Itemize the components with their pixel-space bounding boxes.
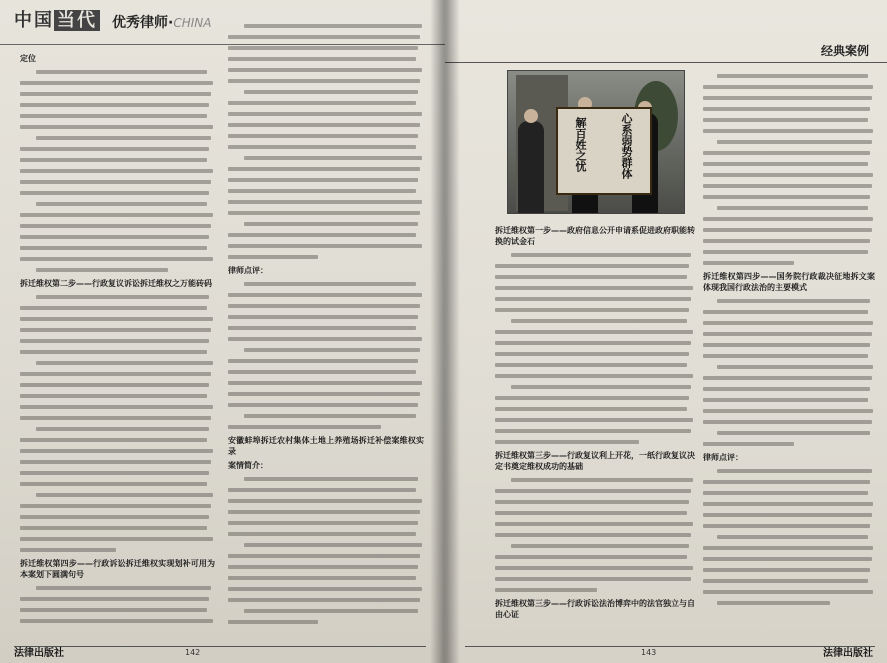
text-line xyxy=(495,474,695,485)
text-line xyxy=(20,242,215,253)
text-line xyxy=(495,359,695,370)
text-line xyxy=(20,77,215,88)
text-line xyxy=(20,357,215,368)
text-line xyxy=(228,366,424,377)
text-line xyxy=(495,507,695,518)
text-line xyxy=(228,528,424,539)
text-line xyxy=(495,485,695,496)
text-line xyxy=(20,390,215,401)
text-line xyxy=(228,300,424,311)
text-line xyxy=(495,293,695,304)
text-line xyxy=(703,92,875,103)
text-line xyxy=(228,196,424,207)
text-line xyxy=(228,108,424,119)
article-heading: 拆迁维权第三步——行政诉讼法治博弈中的法官独立与自由心证 xyxy=(495,599,695,619)
text-line xyxy=(20,324,215,335)
text-line xyxy=(228,207,424,218)
text-line xyxy=(703,564,875,575)
text-line xyxy=(703,339,875,350)
body-text xyxy=(495,249,695,447)
text-line xyxy=(228,130,424,141)
text-line xyxy=(228,517,424,528)
left-column-2 xyxy=(228,20,424,625)
right-footer-rule xyxy=(465,646,875,647)
article-heading: 安徽蚌埠拆迁农村集体土地上养殖场拆迁补偿案维权实录 xyxy=(228,436,424,456)
text-line xyxy=(703,81,875,92)
text-line xyxy=(703,487,875,498)
right-page-header xyxy=(445,0,887,63)
text-line xyxy=(20,489,215,500)
text-line xyxy=(228,218,424,229)
body-text xyxy=(20,291,215,555)
text-line xyxy=(228,484,424,495)
text-line xyxy=(703,465,875,476)
text-line xyxy=(20,209,215,220)
text-line xyxy=(228,240,424,251)
text-line xyxy=(495,315,695,326)
right-page xyxy=(445,0,887,663)
text-line xyxy=(20,335,215,346)
text-line xyxy=(703,70,875,81)
text-line xyxy=(495,584,695,595)
text-line xyxy=(703,438,875,449)
text-line xyxy=(703,114,875,125)
text-line xyxy=(228,377,424,388)
text-line xyxy=(20,143,215,154)
text-line xyxy=(228,594,424,605)
text-line xyxy=(495,496,695,507)
section-title: 优秀律师·CHINA xyxy=(112,15,212,31)
right-publisher: 法律出版社 xyxy=(823,648,873,659)
text-line xyxy=(20,615,215,625)
text-line xyxy=(228,174,424,185)
text-line xyxy=(703,586,875,597)
text-line xyxy=(703,427,875,438)
text-line xyxy=(495,282,695,293)
text-line xyxy=(228,550,424,561)
text-line xyxy=(20,533,215,544)
text-line xyxy=(228,119,424,130)
text-line xyxy=(495,326,695,337)
article-heading: 律师点评： xyxy=(228,266,268,275)
text-line xyxy=(703,147,875,158)
text-line xyxy=(228,185,424,196)
text-line xyxy=(495,540,695,551)
text-line xyxy=(703,597,875,608)
text-line xyxy=(228,53,424,64)
text-line xyxy=(20,412,215,423)
article-heading: 拆迁维权第二步——行政复议诉讼拆迁维权之万能砖码 xyxy=(20,279,212,288)
text-line xyxy=(495,381,695,392)
left-footer-rule xyxy=(14,646,426,647)
text-line xyxy=(495,529,695,540)
text-line xyxy=(228,473,424,484)
text-line xyxy=(495,392,695,403)
text-line xyxy=(228,616,424,625)
text-line xyxy=(703,191,875,202)
magazine-brand xyxy=(14,6,100,32)
text-line xyxy=(703,136,875,147)
text-line xyxy=(703,476,875,487)
text-line xyxy=(20,500,215,511)
body-text xyxy=(228,278,424,432)
text-line xyxy=(20,121,215,132)
photo-person xyxy=(518,121,544,213)
text-line xyxy=(228,572,424,583)
text-line xyxy=(228,421,424,432)
text-line xyxy=(703,350,875,361)
book-gutter xyxy=(430,0,460,663)
right-column-1 xyxy=(495,222,695,627)
body-text xyxy=(703,295,875,449)
text-line xyxy=(228,97,424,108)
text-line xyxy=(20,66,215,77)
category-label: 经典案例 xyxy=(820,44,869,58)
text-line xyxy=(703,520,875,531)
text-line xyxy=(703,405,875,416)
text-line xyxy=(228,229,424,240)
text-line xyxy=(703,372,875,383)
body-text xyxy=(495,474,695,595)
text-line xyxy=(228,31,424,42)
right-page-number: 143 xyxy=(641,648,657,657)
brand-part1: 中国 xyxy=(14,10,54,31)
text-line xyxy=(703,180,875,191)
text-line xyxy=(20,176,215,187)
article-heading: 拆迁维权第三步——行政复议利上开花，一纸行政复议决定书奠定维权成功的基础 xyxy=(495,451,695,471)
left-publisher: 法律出版社 xyxy=(14,648,64,659)
body-text xyxy=(703,465,875,608)
text-line xyxy=(20,456,215,467)
section-name: 优秀律师 xyxy=(112,15,168,31)
case-photo xyxy=(507,70,685,214)
text-line xyxy=(228,42,424,53)
text-line xyxy=(495,425,695,436)
text-line xyxy=(703,553,875,564)
article-heading: 律师点评： xyxy=(703,453,743,462)
text-line xyxy=(228,20,424,31)
body-text xyxy=(228,473,424,625)
text-line xyxy=(228,278,424,289)
text-line xyxy=(228,399,424,410)
text-line xyxy=(495,249,695,260)
text-line xyxy=(20,154,215,165)
text-line xyxy=(228,152,424,163)
banner-line-2: 心系弱势群体 xyxy=(620,113,633,179)
text-line xyxy=(495,518,695,529)
text-line xyxy=(20,313,215,324)
text-line xyxy=(495,337,695,348)
text-line xyxy=(228,322,424,333)
text-line xyxy=(228,289,424,300)
article-heading: 拆迁维权第一步——政府信息公开申请系促进政府职能转换的试金石 xyxy=(495,226,695,246)
text-line xyxy=(20,478,215,489)
text-line xyxy=(20,110,215,121)
text-line xyxy=(228,64,424,75)
text-line xyxy=(228,539,424,550)
text-line xyxy=(20,511,215,522)
text-line xyxy=(703,383,875,394)
text-line xyxy=(703,416,875,427)
text-line xyxy=(20,593,215,604)
silk-banner xyxy=(556,107,652,195)
text-line xyxy=(703,103,875,114)
text-line xyxy=(20,231,215,242)
text-line xyxy=(703,246,875,257)
body-text xyxy=(20,66,215,275)
text-line xyxy=(495,436,695,447)
text-line xyxy=(20,187,215,198)
text-line xyxy=(495,304,695,315)
text-line xyxy=(228,251,424,262)
text-line xyxy=(20,302,215,313)
text-line xyxy=(703,125,875,136)
text-line xyxy=(228,333,424,344)
text-line xyxy=(495,370,695,381)
text-line xyxy=(20,522,215,533)
text-line xyxy=(228,344,424,355)
article-heading: 拆迁维权第四步——行政诉讼拆迁维权实现划补可用为本案划下圆满句号 xyxy=(20,559,215,579)
text-line xyxy=(20,467,215,478)
text-line xyxy=(703,306,875,317)
text-line xyxy=(228,506,424,517)
text-line xyxy=(495,403,695,414)
text-line xyxy=(20,379,215,390)
article-heading: 案情简介： xyxy=(228,461,268,470)
text-line xyxy=(228,311,424,322)
text-line xyxy=(20,582,215,593)
text-line xyxy=(20,132,215,143)
left-page-number: 142 xyxy=(185,648,201,657)
left-column-1 xyxy=(20,50,215,625)
right-column-2 xyxy=(703,70,875,627)
text-line xyxy=(703,509,875,520)
brand-part2: 当代 xyxy=(54,10,100,31)
text-line xyxy=(703,224,875,235)
body-text xyxy=(228,20,424,262)
text-line xyxy=(20,165,215,176)
text-line xyxy=(20,198,215,209)
banner-line-1: 解百姓之忧 xyxy=(574,117,587,172)
text-line xyxy=(495,414,695,425)
article-heading: 定位 xyxy=(20,54,36,63)
text-line xyxy=(20,291,215,302)
text-line xyxy=(20,445,215,456)
text-line xyxy=(703,235,875,246)
text-line xyxy=(703,202,875,213)
text-line xyxy=(228,355,424,366)
article-heading: 拆迁维权第四步——国务院行政裁决征地拆文案体现我国行政法治的主要模式 xyxy=(703,272,875,292)
text-line xyxy=(703,213,875,224)
text-line xyxy=(703,542,875,553)
text-line xyxy=(20,401,215,412)
text-line xyxy=(20,434,215,445)
text-line xyxy=(703,361,875,372)
text-line xyxy=(20,88,215,99)
text-line xyxy=(495,271,695,282)
text-line xyxy=(228,410,424,421)
text-line xyxy=(228,141,424,152)
text-line xyxy=(228,75,424,86)
text-line xyxy=(20,264,215,275)
text-line xyxy=(228,495,424,506)
text-line xyxy=(20,368,215,379)
text-line xyxy=(20,604,215,615)
text-line xyxy=(495,260,695,271)
text-line xyxy=(228,388,424,399)
text-line xyxy=(495,562,695,573)
text-line xyxy=(20,220,215,231)
text-line xyxy=(703,295,875,306)
text-line xyxy=(703,158,875,169)
text-line xyxy=(20,346,215,357)
text-line xyxy=(495,551,695,562)
body-text xyxy=(703,70,875,268)
text-line xyxy=(495,348,695,359)
text-line xyxy=(703,394,875,405)
text-line xyxy=(228,163,424,174)
text-line xyxy=(228,583,424,594)
text-line xyxy=(703,531,875,542)
text-line xyxy=(703,257,875,268)
text-line xyxy=(495,573,695,584)
text-line xyxy=(20,544,215,555)
section-name-en: CHINA xyxy=(173,16,212,30)
text-line xyxy=(20,423,215,434)
body-text xyxy=(20,582,215,625)
text-line xyxy=(20,99,215,110)
text-line xyxy=(228,605,424,616)
text-line xyxy=(703,575,875,586)
text-line xyxy=(228,561,424,572)
text-line xyxy=(228,86,424,97)
text-line xyxy=(20,253,215,264)
text-line xyxy=(703,498,875,509)
text-line xyxy=(703,328,875,339)
text-line xyxy=(703,317,875,328)
text-line xyxy=(703,169,875,180)
